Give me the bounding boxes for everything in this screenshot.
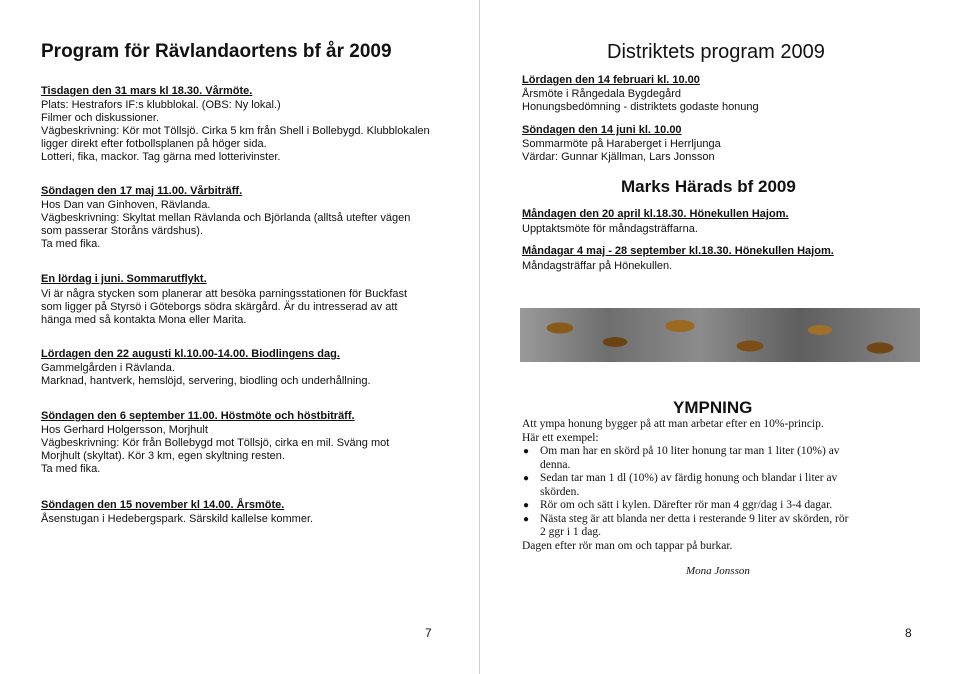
event-text: Hos Gerhard Holgersson, Morjhult (41, 424, 208, 436)
page-number: 7 (425, 626, 432, 640)
event-heading: Lördagen den 22 augusti kl.10.00-14.00. Biodlingens dag. (41, 348, 340, 360)
signature: Mona Jonsson (686, 565, 750, 577)
event-heading: Tisdagen den 31 mars kl 18.30. Vårmöte. (41, 85, 253, 97)
marks-event-heading: Måndagar 4 maj - 28 september kl.18.30. Hönekullen Hajom. (522, 245, 834, 257)
event-heading: Söndagen den 15 november kl 14.00. Årsmöte. (41, 499, 285, 511)
event-text: Marknad, hantverk, hemslöjd, servering, biodling och underhållning. (41, 375, 371, 387)
event-text: Plats: Hestrafors IF:s klubblokal. (OBS: Ny lokal.) (41, 99, 281, 111)
bullet-icon: ● (523, 500, 530, 511)
district-event-heading: Söndagen den 14 juni kl. 10.00 (522, 124, 682, 136)
event-text: Vägbeskrivning: Kör från Bollebygd mot Töllsjö, cirka en mil. Sväng mot (41, 437, 390, 449)
ympning-step-text: Rör om och sätt i kylen. Därefter rör man 4 ggr/dag i 3-4 dagar. (540, 499, 833, 511)
event-heading: Söndagen den 6 september 11.00. Höstmöte och höstbiträff. (41, 410, 355, 422)
event-heading: Söndagen den 17 maj 11.00. Vårbiträff. (41, 185, 243, 197)
marks-event-text: Måndagsträffar på Hönekullen. (522, 260, 673, 272)
district-event-heading: Lördagen den 14 februari kl. 10.00 (522, 74, 700, 86)
ympning-body (522, 418, 922, 553)
ympning-step-text: 2 ggr i 1 dag. (540, 526, 602, 538)
ympning-intro: Att ympa honung bygger på att man arbetar efter en 10%-princip. (522, 418, 824, 430)
ympning-step (522, 499, 922, 513)
ympning-intro: Här ett exempel: (522, 431, 599, 444)
district-title: Distriktets program 2009 (607, 41, 825, 63)
event-text: Vägbeskrivning: Kör mot Töllsjö. Cirka 5 km från Shell i Bollebygd. Klubblokalen (41, 125, 430, 137)
ympning-title: YMPNING (673, 398, 753, 417)
ympning-step-text: skörden. (540, 485, 580, 498)
right-page (480, 0, 960, 674)
ympning-step (522, 472, 922, 499)
page-number: 8 (905, 626, 912, 640)
bullet-icon: ● (523, 513, 530, 525)
ympning-step-text: Om man har en skörd på 10 liter honung tar man 1 liter (10%) av (540, 445, 840, 457)
ympning-step (522, 513, 922, 540)
event-text: som passerar Storåns värdshus). (41, 225, 204, 237)
ympning-step-text: Sedan tar man 1 dl (10%) av färdig honung och blandar i liter av (540, 472, 838, 484)
event-heading: En lördag i juni. Sommarutflykt. (41, 273, 207, 285)
marks-event-text: Upptaktsmöte för måndagsträffarna. (522, 223, 698, 235)
event-text: Åsenstugan i Hedebergspark. Särskild kallelse kommer. (41, 513, 314, 525)
ympning-step (522, 445, 922, 472)
left-page-title: Program för Rävlandaortens bf år 2009 (41, 41, 392, 62)
ympning-step-text: Nästa steg är att blanda ner detta i resterande 9 liter av skörden, rör (540, 512, 849, 525)
district-event-text: Honungsbedömning - distriktets godaste honung (522, 101, 759, 113)
event-text: Filmer och diskussioner. (41, 112, 159, 124)
event-text: Hos Dan van Ginhoven, Rävlanda. (41, 199, 211, 211)
marks-title: Marks Härads bf 2009 (621, 177, 796, 196)
district-event-text: Årsmöte i Rångedala Bygdegård (522, 88, 681, 100)
event-text: Gammelgården i Rävlanda. (41, 362, 175, 374)
event-text: Vägbeskrivning: Skyltat mellan Rävlanda och Björlanda (alltså utefter vägen (41, 212, 411, 224)
bullet-icon: ● (523, 446, 530, 457)
event-text: Vi är några stycken som planerar att besöka parningsstationen för Buckfast (41, 288, 408, 300)
district-event-text: Värdar: Gunnar Kjällman, Lars Jonsson (522, 151, 715, 163)
bullet-icon: ● (523, 473, 530, 484)
marks-event-heading: Måndagen den 20 april kl.18.30. Hönekullen Hajom. (522, 208, 789, 220)
event-text: ligger direkt efter fotbollsplanen på höger sida. (41, 138, 267, 150)
event-text: Lotteri, fika, mackor. Tag gärna med lotterivinster. (41, 151, 281, 163)
district-event-text: Sommarmöte på Haraberget i Herrljunga (522, 138, 721, 150)
ympning-step-text: denna. (540, 458, 571, 471)
event-text: hänga med så kontakta Mona eller Marita. (41, 314, 247, 326)
ympning-outro: Dagen efter rör man om och tappar på burkar. (522, 539, 733, 552)
event-text: Ta med fika. (41, 463, 101, 475)
event-text: som ligger på Styrsö i Göteborgs södra skärgård. Är du intresserad av att (41, 301, 398, 313)
event-text: Morjhult (skyltat). Kör 3 km, egen skyltning resten. (41, 450, 285, 462)
event-text: Ta med fika. (41, 238, 101, 250)
